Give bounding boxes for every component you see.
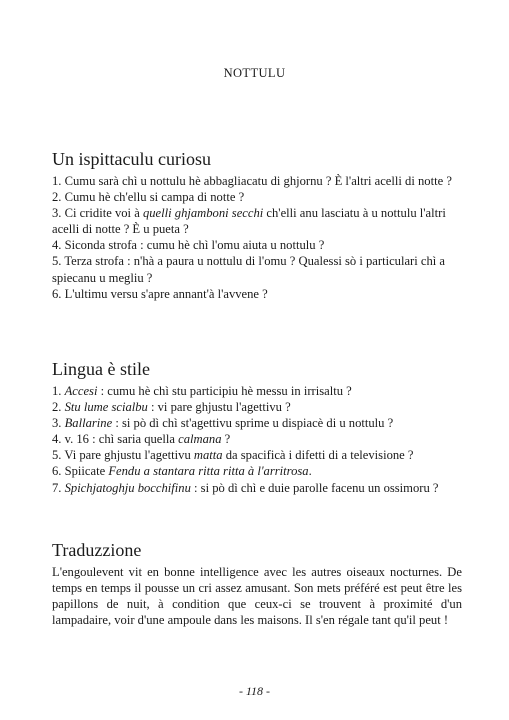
item-text: : si pò dì chì e duie parolle facenu un ossimoru ?: [190, 480, 439, 495]
italic-quote: Fendu a stantara ritta ritta à l'arritrosa: [108, 464, 309, 479]
list-item: 5. Terza strofa : n'hà a paura u nottulu di l'omu ? Qualessi sò i particulari chì a spiecanu u megliu ?: [52, 254, 446, 285]
section-lingua-e-stile: [52, 358, 462, 496]
list-item: [52, 447, 462, 463]
italic-quote: Accesi: [64, 384, 98, 398]
list-item: [52, 383, 462, 399]
item-text: .: [308, 464, 312, 479]
section-heading: Traduzzione: [52, 540, 142, 560]
item-prefix: 1.: [52, 384, 65, 398]
item-prefix: 7.: [52, 480, 65, 495]
item-text: ch'elli anu lasciatu à u nottulu l'altri acelli di notte ? È u pueta ?: [52, 206, 446, 237]
italic-quote: matta: [193, 448, 223, 463]
section-heading: Lingua è stile: [52, 359, 150, 379]
list-item: 4. Siconda strofa : cumu hè chì l'omu aiuta u nottulu ?: [52, 238, 325, 253]
list-item: 6. L'ultimu versu s'apre annant'à l'avvene ?: [52, 286, 268, 301]
list-item: [52, 463, 462, 479]
list-item: 1. Cumu sarà chì u nottulu hè abbagliacatu di ghjornu ? È l'altri acelli di notte ?: [52, 174, 452, 188]
list-item: [52, 399, 462, 415]
page-number: - 118 -: [238, 684, 271, 698]
item-text: ?: [221, 432, 231, 447]
italic-quote: Spichjatoghju bocchifinu: [64, 480, 191, 495]
italic-quote: calmana: [178, 432, 222, 447]
item-text: da spacificà i difetti di a televisione ?: [222, 448, 414, 463]
list-item: 2. Cumu hè ch'ellu si campa di notte ?: [52, 190, 245, 205]
list-item: [52, 480, 462, 496]
item-text: : cumu hè chì stu participiu hè messu in irrisaltu ?: [97, 384, 352, 398]
italic-quote: quelli ghjamboni secchi: [142, 206, 264, 221]
list-item: [52, 431, 462, 447]
item-prefix: 5. Vi pare ghjustu l'agettivu: [52, 448, 194, 463]
question-list: [52, 173, 462, 302]
section-ispittaculu-curiosu: [52, 148, 462, 302]
translation-paragraph: L'engoulevent vit en bonne intelligence avec les autres oiseaux nocturnes. De temps en temps il pousse un cri assez amusant. Son mets préféré est peut être les papillons de nuit, à condition que ceux-ci se trouvent à proximité d'un lampadaire, voir d'une ampoule dans les maisons. Il s'en régale tant qu'il peut !: [52, 565, 462, 628]
item-text: : si pò dì chì st'agettivu sprime u dispiacè di u nottulu ?: [112, 416, 394, 431]
italic-quote: Stu lume scialbu: [64, 400, 148, 415]
item-prefix: 6. Spiicate: [52, 464, 109, 479]
question-list: [52, 383, 462, 496]
item-prefix: 4. v. 16 : chì saria quella: [52, 432, 179, 447]
running-title: NOTTULU: [223, 66, 286, 80]
item-text: 3. Ci cridite voi à: [52, 206, 143, 221]
section-traduzzione: [52, 539, 462, 628]
item-prefix: 2.: [52, 400, 65, 415]
list-item: [52, 415, 462, 431]
section-heading: Un ispittaculu curiosu: [52, 149, 211, 169]
item-text: : vi pare ghjustu l'agettivu ?: [147, 400, 291, 415]
item-prefix: 3.: [52, 416, 65, 431]
list-item: [52, 205, 462, 237]
italic-quote: Ballarine: [64, 416, 113, 431]
